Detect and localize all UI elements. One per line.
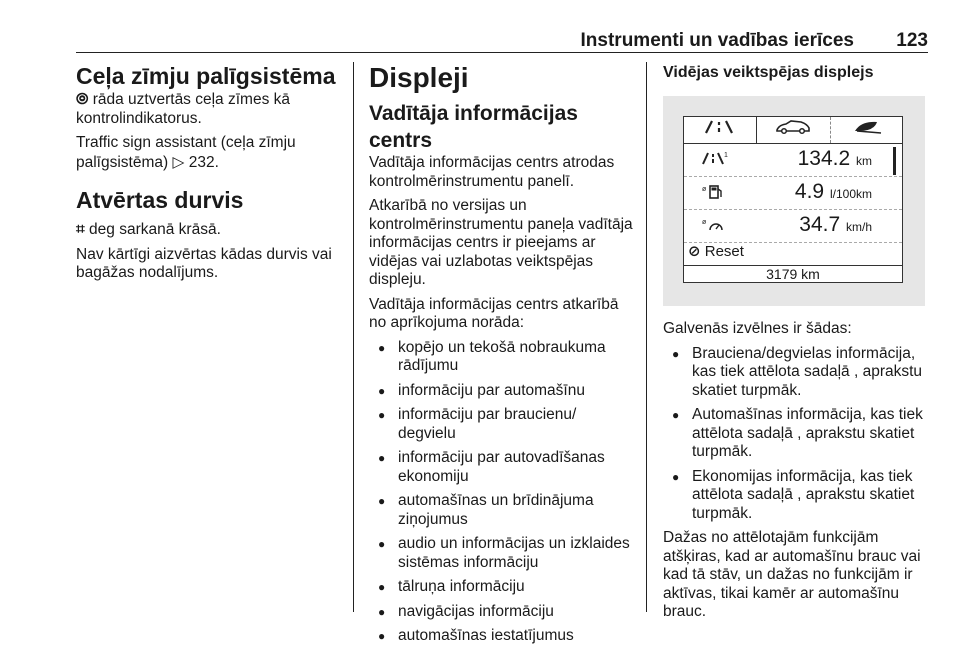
paragraph: Vadītāja informācijas centrs atrodas kontrolmērinstrumentu panelī. — [369, 154, 615, 190]
door-icon: ⌗ — [76, 220, 85, 238]
list-item: ● audio un informācijas un izklaides sistēmas informāciju — [369, 535, 637, 572]
list-item: ● Ekonomijas informācija, kas tiek attēlota sadaļā , aprakstu skatiet turpmāk. — [663, 468, 929, 524]
list-item: ● Brauciena/degvielas informācija, kas tiek attēlota sadaļā , aprakstu skatiet turpmāk. — [663, 345, 929, 401]
list-item: ● automašīnas un brīdinājuma ziņojumus — [369, 492, 637, 529]
svg-text:1: 1 — [724, 152, 728, 159]
eco-icon — [830, 117, 903, 143]
trip-fuel-icon — [684, 117, 757, 143]
list-item: ● Automašīnas informācija, kas tiek attēlota sadaļā , aprakstu skatiet turpmāk. — [663, 406, 929, 462]
fuel-pump-icon — [700, 183, 728, 204]
heading-traffic-sign: Ceļa zīmju palīgsistēma — [76, 63, 336, 89]
display-screen — [683, 116, 903, 283]
column-divider — [646, 62, 647, 612]
paragraph: ⦾ rāda uztvertās ceļa zīmes kā kontrolindikatorus. — [76, 90, 290, 127]
heading-open-doors: Atvērtas durvis — [76, 187, 244, 213]
page-header — [76, 30, 928, 52]
display-value: 4.9 l/100km — [794, 180, 872, 203]
header-rule — [76, 52, 928, 53]
heading-displays: Displeji — [369, 62, 469, 93]
paragraph: Vadītāja informācijas centrs atkarībā no aprīkojuma norāda: — [369, 295, 619, 331]
display-row-trip — [684, 144, 902, 177]
list-item: ● informāciju par autovadīšanas ekonomiju — [369, 449, 637, 486]
list-item: ● informāciju par automašīnu — [369, 382, 637, 401]
check-circle-icon: ⊘ — [688, 242, 701, 260]
heading-mid-display: Vidējas veiktspējas displejs — [663, 64, 874, 81]
list-item: ● navigācijas informāciju — [369, 603, 637, 622]
display-row-fuel — [684, 177, 902, 210]
traffic-sign-icon: ⦾ — [76, 90, 89, 108]
svg-text:ø: ø — [702, 219, 707, 226]
trip-icon — [700, 150, 728, 169]
paragraph: Atkarībā no versijas un kontrolmērinstrumentu paneļa vadītāja informācijas centrs ir pieejams ar vidējas vai uzlabotas veiktspējas displeju. — [369, 197, 633, 288]
display-odometer: 3179 km — [684, 265, 902, 283]
paragraph: Galvenās izvēlnes ir šādas: — [663, 320, 852, 337]
display-row-speed — [684, 210, 902, 243]
menu-list — [663, 345, 929, 524]
speedometer-icon — [700, 216, 728, 237]
paragraph: Traffic sign assistant (ceļa zīmju palīgsistēma) ▷ 232. — [76, 134, 296, 171]
display-scrollbar — [893, 147, 896, 175]
paragraph: Dažas no attēlotajām funkcijām atšķiras, kad ar automašīnu brauc vai kad tā stāv, un dažas no funkcijām ir aktīvas, tikai kamēr ar automašīnu brauc. — [663, 529, 921, 620]
heading-driver-info-centre: Vadītāja informācijas centrs — [369, 102, 578, 152]
column-3 — [663, 62, 929, 622]
paragraph: Nav kārtīgi aizvērtas kādas durvis vai bagāžas nodalījums. — [76, 245, 332, 281]
page-number: 123 — [896, 30, 928, 51]
feature-list — [369, 339, 637, 646]
list-item: ● automašīnas iestatījumus — [369, 627, 637, 646]
column-divider — [353, 62, 354, 612]
header-title: Instrumenti un vadības ierīces — [580, 30, 854, 51]
list-item: ● kopējo un tekošā nobraukuma rādījumu — [369, 339, 637, 376]
list-item: ● informāciju par braucienu/ degvielu — [369, 406, 637, 443]
display-value: 34.7 km/h — [799, 213, 872, 236]
display-illustration — [663, 96, 925, 306]
column-2 — [369, 62, 637, 646]
vehicle-icon — [756, 117, 830, 143]
svg-text:ø: ø — [702, 186, 707, 193]
display-reset: ⊘ Reset — [688, 242, 744, 260]
paragraph: ⌗ deg sarkanā krāsā. — [76, 220, 221, 238]
list-item: ● tālruņa informāciju — [369, 578, 637, 597]
column-1 — [76, 62, 346, 283]
display-value: 134.2 km — [797, 147, 872, 170]
display-tabs — [684, 117, 902, 144]
reference-arrow-icon: ▷ — [172, 152, 185, 171]
